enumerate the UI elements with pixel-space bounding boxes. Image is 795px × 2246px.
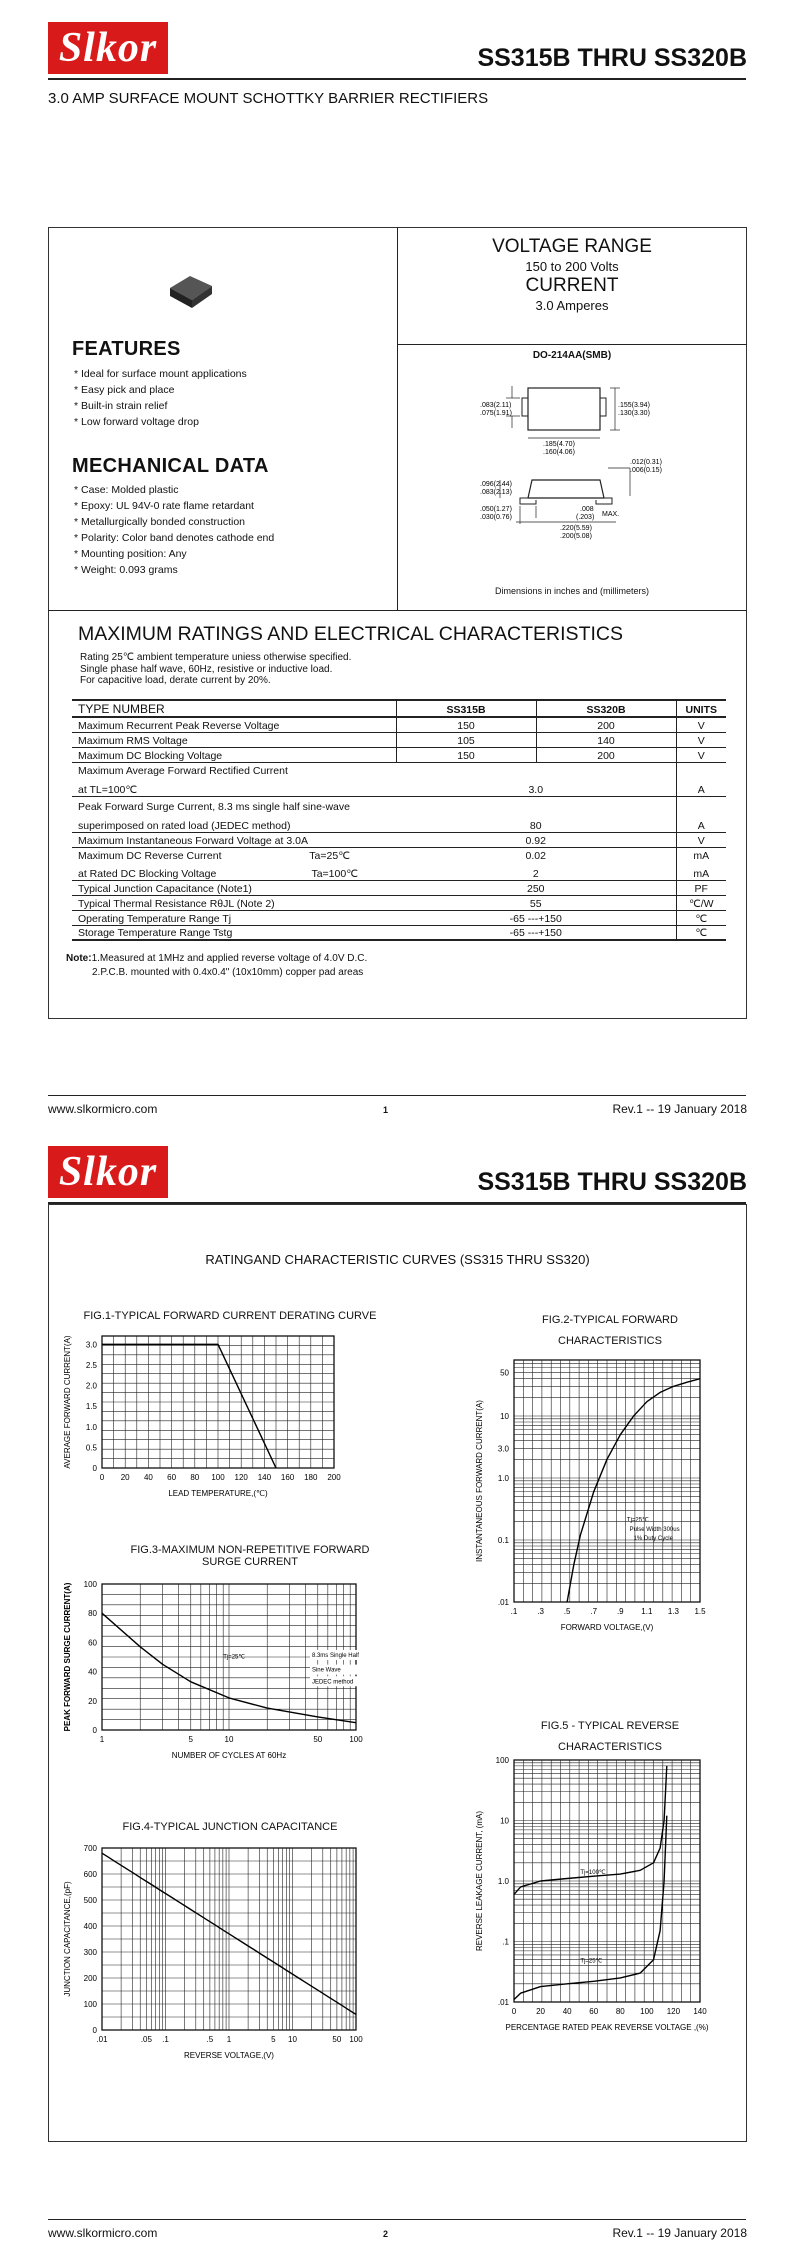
row-condition: Ta=25℃ [309,850,350,862]
cell-value: 0.92 [396,832,676,847]
dim-label: MAX. [602,511,620,518]
annotation-label: JEDEC method [311,1679,354,1686]
features-list [74,366,247,430]
fig3-title: FIG.3-MAXIMUM NON-REPETITIVE FORWARD SURGE CURRENT [130,1544,370,1568]
footer-page-number: 2 [383,2229,389,2239]
dim-label: .160(4.06) [543,449,575,456]
dim-label: .006(0.15) [630,467,662,474]
company-logo [48,1146,168,1198]
row-label: Maximum Average Forward Rectified Current [78,765,288,777]
row-label: at TL=100℃ [72,777,396,796]
x-tick-label: 50 [332,2035,342,2044]
cell-unit: PF [676,880,726,895]
x-tick-label: 20 [120,1473,130,1482]
cell-value: 140 [536,732,676,747]
x-tick-label: 5 [188,1735,193,1744]
cell-value [396,762,676,777]
cell-value: 0.02 [525,850,546,862]
package-drawing [480,378,680,563]
cell-unit: ℃ [676,925,726,940]
x-tick-label: 100 [349,1735,363,1744]
table-row [72,717,726,732]
x-tick-label: 0 [99,1473,105,1482]
cell-value: 150 [396,747,536,762]
x-axis-label: NUMBER OF CYCLES AT 60Hz [171,1751,287,1760]
cell-unit [676,796,726,813]
ratings-heading: MAXIMUM RATINGS AND ELECTRICAL CHARACTERISTICS [78,623,623,645]
table-row [72,832,726,847]
y-tick-label: 1.0 [85,1422,97,1432]
cell-unit: V [676,732,726,747]
annotation-label: Tj=25℃ [223,1654,246,1661]
table-row [72,880,726,895]
dim-label: .030(0.76) [480,514,512,521]
x-tick-label: 120 [666,2007,681,2016]
y-tick-label: 50 [500,1368,509,1378]
y-tick-label: 0 [92,2026,97,2035]
y-tick-label: 60 [88,1638,97,1648]
row-label: Maximum Recurrent Peak Reverse Voltage [72,717,396,732]
x-tick-label: 100 [211,1473,225,1482]
ratings-table [72,699,726,941]
dim-label: .096(2.44) [480,481,512,488]
footer-rule [48,1095,746,1096]
y-tick-label: .01 [497,1998,509,2007]
dim-label: (.203) [576,514,595,521]
fig2-title: FIG.2-TYPICAL FORWARD CHARACTERISTICS [542,1314,678,1347]
row-label: Typical Junction Capacitance (Note1) [72,880,396,895]
cell-unit: ℃/W [676,895,726,910]
annotation-label: 8.3ms Single Half [311,1653,359,1659]
y-tick-label: 600 [83,1870,97,1879]
y-tick-label: 2.0 [85,1381,97,1391]
y-tick-label: 40 [88,1667,97,1677]
row-label: Operating Temperature Range Tj [72,910,396,925]
current-value: 3.0 Amperes [535,298,609,313]
y-tick-label: 100 [495,1756,509,1765]
table-row [72,747,726,762]
y-tick-label: 400 [83,1922,97,1931]
table-row [72,762,726,777]
cell-value: 80 [396,813,676,832]
footer-revision: Rev.1 -- 19 January 2018 [612,1102,747,1116]
page-title: SS315B THRU SS320B [477,1168,747,1196]
y-tick-label: 0 [92,1464,97,1473]
dim-label: .008 [580,506,594,513]
y-tick-label: 700 [83,1844,97,1853]
x-tick-label: .1 [510,1607,518,1616]
voltage-value: 150 to 200 Volts [525,259,619,274]
cell-unit: A [676,813,726,832]
x-tick-label: .1 [162,2035,169,2044]
x-tick-label: 60 [589,2007,599,2016]
x-tick-label: .5 [563,1607,571,1616]
frame-hline-mid [48,610,747,611]
list-item: * Epoxy: UL 94V-0 rate flame retardant [74,498,274,514]
note-2: 2.P.C.B. mounted with 0.4x0.4" (10x10mm) copper pad areas [92,967,364,978]
annotation-label: Sine Wave [311,1667,341,1674]
annotation-label: Tj=100℃ [580,1870,606,1877]
features-heading: FEATURES [72,338,181,360]
x-tick-label: 120 [234,1473,248,1482]
row-label [72,862,396,880]
footer-page-number: 1 [383,1105,389,1115]
column-header: UNITS [676,700,726,717]
x-tick-label: 80 [190,1473,200,1482]
note-1: 1.Measured at 1MHz and applied reverse voltage of 4.0V D.C. [91,953,368,964]
x-tick-label: 1.1 [641,1607,653,1616]
dim-label: .200(5.08) [560,533,592,540]
x-tick-label: 1.5 [694,1607,706,1616]
x-tick-label: 80 [615,2007,625,2016]
x-tick-label: 100 [349,2035,363,2044]
y-tick-label: 0.1 [497,1535,509,1545]
y-tick-label: 1.0 [497,1877,509,1886]
fig1-chart [56,1326,416,1516]
fig4-title: FIG.4-TYPICAL JUNCTION CAPACITANCE [122,1821,338,1833]
list-item: * Ideal for surface mount applications [74,366,247,382]
x-tick-label: .5 [206,2035,214,2044]
table-row [72,732,726,747]
dim-label: .185(4.70) [543,441,575,448]
note-label: Note: [66,953,92,964]
fig2-chart [466,1352,736,1652]
row-label: Storage Temperature Range Tstg [72,925,396,940]
x-tick-label: 180 [304,1473,318,1482]
table-row [72,777,726,796]
fig1-title: FIG.1-TYPICAL FORWARD CURRENT DERATING CURVE [83,1310,377,1322]
x-tick-label: 1 [99,1735,105,1744]
annotation-label: Tj=25℃ [626,1517,649,1524]
list-item: * Easy pick and place [74,382,247,398]
mechanical-heading: MECHANICAL DATA [72,455,269,477]
footer-url[interactable]: www.slkormicro.com [48,1102,158,1116]
y-axis-label: REVERSE LEAKAGE CURRENT, (mA) [475,1810,484,1952]
cell-value: 2 [396,862,676,880]
row-label-text: at Rated DC Blocking Voltage [78,867,217,880]
y-tick-label: 80 [88,1609,97,1619]
x-axis-label: LEAD TEMPERATURE,(℃) [168,1489,268,1498]
column-header: SS315B [396,700,536,717]
x-tick-label: 60 [167,1473,177,1482]
cell-unit: ℃ [676,910,726,925]
dim-label: .050(1.27) [480,506,512,513]
component-image [168,272,214,312]
dim-label: .130(3.30) [618,410,650,417]
x-tick-label: 10 [288,2035,297,2044]
cell-unit [676,762,726,777]
dim-label: .155(3.94) [618,402,650,409]
cell-unit: A [676,777,726,796]
x-axis-label: REVERSE VOLTAGE,(V) [184,2051,274,2060]
x-axis-label: FORWARD VOLTAGE,(V) [560,1623,654,1632]
footer-rule [48,2219,746,2220]
x-tick-label: 140 [693,2007,707,2016]
table-row [72,862,726,880]
ratings-conditions [80,652,351,687]
x-tick-label: 5 [271,2035,276,2044]
column-header: SS320B [536,700,676,717]
y-axis-label: JUNCTION CAPACITANCE,(pF) [63,1881,72,1997]
package-name: DO-214AA(SMB) [532,350,612,361]
x-tick-label: 40 [143,1473,153,1482]
y-tick-label: 100 [83,2000,97,2009]
table-row [72,813,726,832]
y-axis-label: AVERAGE FORWARD CURRENT(A) [63,1335,72,1469]
current-heading: CURRENT [525,275,619,296]
curves-heading: RATINGAND CHARACTERISTIC CURVES (SS315 THRU SS320) [205,1252,590,1267]
row-label: Maximum RMS Voltage [72,732,396,747]
list-item: * Metallurgically bonded construction [74,514,274,530]
cell-value: -65 ---+150 [396,910,676,925]
x-tick-label: 200 [327,1473,341,1482]
x-tick-label: 0 [511,2007,517,2016]
annotation-label: Pulse Width 300us [629,1526,680,1533]
condition-line: Single phase half wave, 60Hz, resistive or inductive load. [80,663,333,675]
x-tick-label: 140 [257,1473,272,1482]
y-tick-label: 0 [92,1726,97,1735]
logo-text: Slkor [58,25,158,71]
x-tick-label: .05 [140,2035,152,2044]
cell-value: 150 [396,717,536,732]
page-title: SS315B THRU SS320B [477,44,747,72]
y-tick-label: 10 [500,1816,509,1826]
y-tick-label: 500 [83,1896,97,1905]
y-tick-label: 1.0 [497,1473,509,1483]
dim-label: .220(5.59) [560,525,592,532]
series-line [514,1816,667,2000]
table-row [72,910,726,925]
x-tick-label: 20 [536,2007,546,2016]
x-tick-label: 50 [313,1735,323,1744]
table-header-row [72,700,726,717]
y-tick-label: 3.0 [85,1340,97,1350]
cell-value: 200 [536,747,676,762]
y-tick-label: 100 [83,1580,97,1589]
y-tick-label: 200 [83,1974,97,1983]
x-tick-label: 160 [280,1473,295,1482]
frame-hline-right [397,344,747,345]
x-tick-label: 40 [562,2007,572,2016]
list-item: * Mounting position: Any [74,546,274,562]
row-label: Maximum DC Blocking Voltage [72,747,396,762]
x-tick-label: .9 [616,1607,624,1616]
row-label: Typical Thermal Resistance RθJL (Note 2) [72,895,396,910]
fig5-title: FIG.5 - TYPICAL REVERSE CHARACTERISTICS [540,1720,680,1753]
series-line [102,1344,276,1468]
dim-label: .012(0.31) [630,459,662,466]
mechanical-list [74,482,274,578]
cell-value [396,796,676,813]
x-tick-label: 1.3 [667,1607,679,1616]
cell-value: 105 [396,732,536,747]
dim-label: .083(2.13) [480,489,512,496]
row-label: Peak Forward Surge Current, 8.3 ms single half sine-wave [78,801,350,813]
y-tick-label: 0.5 [85,1443,97,1453]
dim-label: .075(1.91) [480,410,512,417]
y-axis-label: PEAK FORWARD SURGE CURRENT(A) [63,1582,72,1732]
y-tick-label: 20 [88,1696,97,1706]
x-tick-label: .3 [537,1607,544,1616]
x-tick-label: 100 [640,2007,654,2016]
x-tick-label: .01 [96,2035,108,2044]
cell-value: -65 ---+150 [396,925,676,940]
series-line [567,1379,700,1602]
footer-url[interactable]: www.slkormicro.com [48,2226,158,2240]
cell-unit: V [676,747,726,762]
fig5-chart [466,1752,736,2052]
table-row [72,895,726,910]
y-tick-label: .01 [497,1598,509,1607]
dim-label: .083(2.11) [480,402,512,409]
y-tick-label: 3.0 [497,1444,509,1454]
fig3-chart [56,1574,416,1794]
ratings-notes [66,952,367,980]
list-item: * Built-in strain relief [74,398,247,414]
x-axis-label: PERCENTAGE RATED PEAK REVERSE VOLTAGE ,(%) [505,2023,709,2032]
row-label: Maximum Instantaneous Forward Voltage at 3.0A [72,832,396,847]
annotation-label: 1% Duty Cycle [633,1535,673,1542]
condition-line: Rating 25℃ ambient temperature uniess otherwise specified. [80,652,352,663]
row-label [72,847,396,862]
voltage-block [397,236,747,313]
cell-value: 3.0 [396,777,676,796]
x-tick-label: .7 [590,1607,598,1616]
voltage-heading: VOLTAGE RANGE [492,236,652,257]
header-rule [48,78,746,80]
row-label-text: Maximum DC Reverse Current [78,850,222,862]
annotation-label: Tj=25℃ [580,1958,603,1965]
column-header: TYPE NUMBER [72,700,396,717]
list-item: * Polarity: Color band denotes cathode end [74,530,274,546]
table-row [72,925,726,940]
cell-unit: mA [676,862,726,880]
table-row [72,796,726,813]
y-tick-label: 1.5 [85,1402,97,1412]
logo-text: Slkor [58,1149,158,1195]
x-tick-label: 10 [224,1735,234,1744]
package-note: Dimensions in inches and (millimeters) [494,586,650,596]
cell-value: 55 [396,895,676,910]
cell-unit: mA [676,847,726,862]
condition-line: For capacitive load, derate current by 20%. [80,675,271,686]
x-tick-label: 1 [226,2035,232,2044]
y-tick-label: .1 [502,1937,509,1947]
company-logo [48,22,168,74]
table-row [72,847,726,862]
y-tick-label: 10 [500,1411,509,1421]
y-tick-label: 300 [83,1948,97,1957]
y-axis-label: INSTANTANEOUS FORWARD CURRENT(A) [475,1400,484,1562]
list-item: * Low forward voltage drop [74,414,247,430]
row-condition: Ta=100℃ [311,867,358,880]
fig4-chart [56,1838,416,2078]
page-subtitle: 3.0 AMP SURFACE MOUNT SCHOTTKY BARRIER RECTIFIERS [48,90,489,107]
row-label: superimposed on rated load (JEDEC method) [72,813,396,832]
cell-unit: V [676,832,726,847]
cell-value: 200 [536,717,676,732]
cell-value: 250 [396,880,676,895]
list-item: * Weight: 0.093 grams [74,562,274,578]
cell-unit: V [676,717,726,732]
y-tick-label: 2.5 [85,1360,97,1370]
list-item: * Case: Molded plastic [74,482,274,498]
footer-revision: Rev.1 -- 19 January 2018 [612,2226,747,2240]
